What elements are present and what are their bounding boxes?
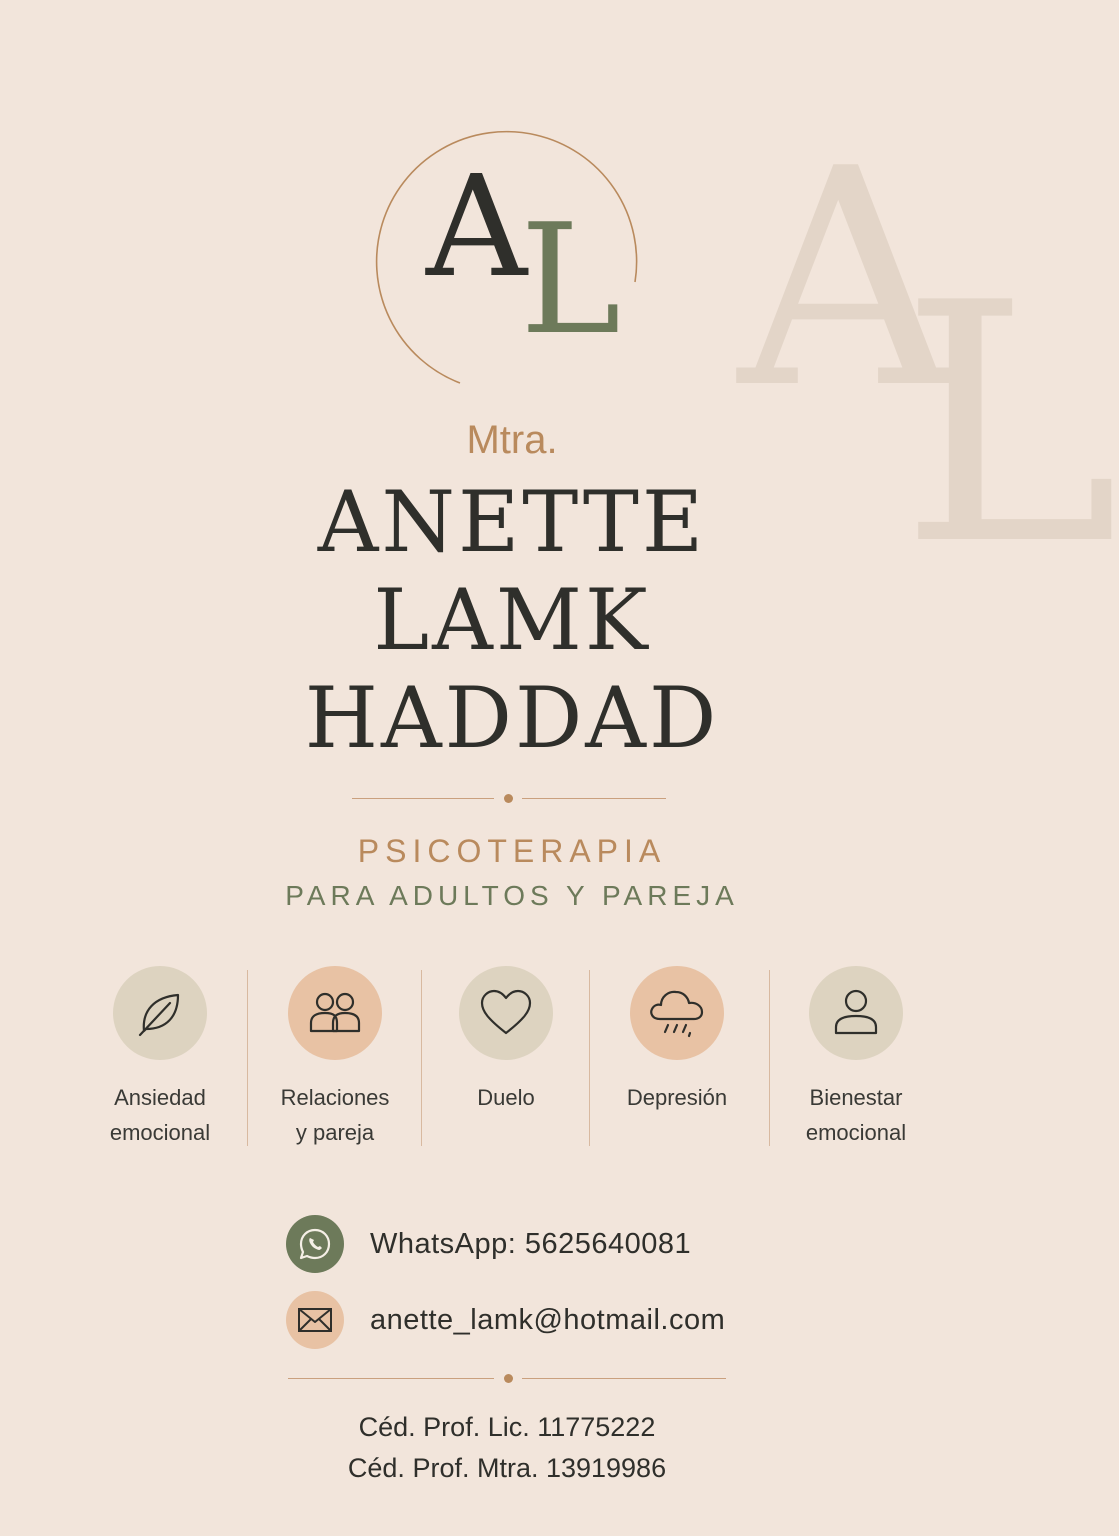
service-label: Depresión xyxy=(626,1085,728,1110)
service-label: Ansiedad emocional xyxy=(109,1085,211,1145)
leaf-icon xyxy=(113,966,207,1060)
heart-icon xyxy=(459,966,553,1060)
name-surname-1: LAMK xyxy=(373,571,651,669)
watermark-letter-a: A xyxy=(738,105,955,454)
service-relationships xyxy=(247,962,423,1150)
specialty-subtitle: PARA ADULTOS Y PAREJA xyxy=(285,880,739,911)
email-contact[interactable] xyxy=(286,1290,725,1350)
license-credential: Céd. Prof. Lic. 11775222 xyxy=(358,1412,656,1442)
people-icon xyxy=(288,966,382,1060)
whatsapp-contact[interactable] xyxy=(286,1214,691,1274)
service-label: Bienestar emocional xyxy=(805,1085,907,1145)
logo-letter-a: A xyxy=(426,146,528,309)
envelope-icon xyxy=(286,1291,344,1349)
honorific-title: Mtra. xyxy=(466,418,558,462)
service-label: Relaciones y pareja xyxy=(280,1085,390,1145)
person-icon xyxy=(809,966,903,1060)
service-label: Duelo xyxy=(477,1085,535,1110)
name-first: ANETTE xyxy=(317,473,707,571)
watermark-letter-l: L xyxy=(900,233,1119,617)
rain-cloud-icon xyxy=(630,966,724,1060)
service-grief xyxy=(418,962,594,1115)
email-address: anette_lamk@hotmail.com xyxy=(370,1303,726,1336)
service-depression xyxy=(589,962,765,1115)
service-anxiety xyxy=(72,962,248,1150)
name-surname-2: HADDAD xyxy=(304,669,720,767)
services-row xyxy=(70,962,954,1152)
whatsapp-number: WhatsApp: 5625640081 xyxy=(370,1227,692,1260)
whatsapp-icon xyxy=(286,1215,344,1273)
service-wellbeing xyxy=(768,962,944,1150)
logo-letter-l: L xyxy=(520,191,621,368)
specialty-title: PSICOTERAPIA xyxy=(357,833,667,869)
masters-credential: Céd. Prof. Mtra. 13919986 xyxy=(347,1453,667,1483)
monogram-logo xyxy=(360,100,660,400)
